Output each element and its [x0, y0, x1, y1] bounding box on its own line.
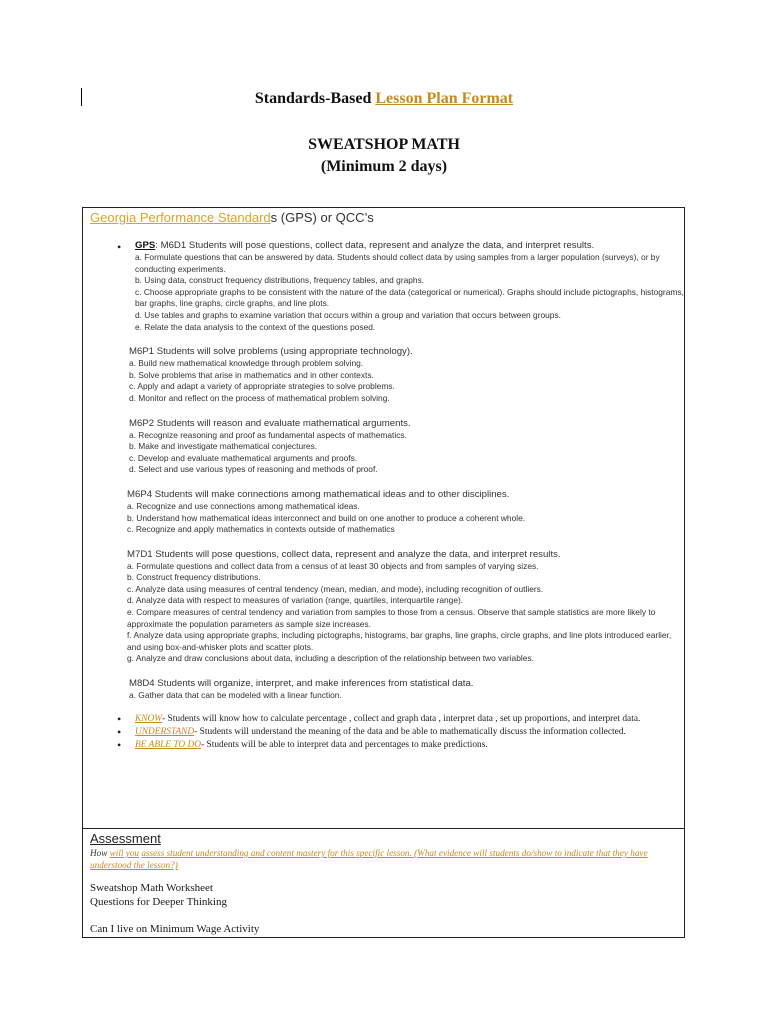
standard-block	[127, 549, 684, 665]
standard-item: g. Analyze and draw conclusions about data, including a description of the relationship between two variables.	[127, 653, 534, 664]
gps-section	[82, 207, 685, 829]
standard-item: a. Recognize reasoning and proof as fundamental aspects of mathematics.	[129, 429, 407, 440]
gps-section-heading	[90, 210, 684, 225]
kud-list	[83, 713, 684, 752]
standard-item: c. Choose appropriate graphs to be consistent with the nature of the data (categorical or numerical). Graphs should include pictographs, histograms, bar graphs, line graphs, circle graphs, and line plots.	[135, 286, 684, 309]
understand-text: - Students will understand the meaning of the data and be able to mathematically discuss the information collected.	[194, 726, 626, 737]
understand-item	[135, 726, 684, 739]
know-text: - Students will know how to calculate percentage , collect and graph data , interpret data , set up proportions, and interpret data.	[162, 713, 641, 724]
standard-lead: M7D1 Students will pose questions, collect data, represent and analyze the data, and interpret results.	[127, 548, 561, 560]
standard-item: e. Compare measures of central tendency and variation from samples to those from a census. Observe that sample statistics are more likely to approximate the population parameters as sample size increases.	[127, 607, 656, 629]
assessment-heading: Assessment	[90, 831, 161, 846]
gps-label: GPS	[135, 240, 156, 251]
standard-item: d. Use tables and graphs to examine variation that occurs within a group and variation that occurs between groups.	[135, 309, 561, 320]
standard-lead: M6P4 Students will make connections among mathematical ideas and to other disciplines.	[127, 488, 510, 500]
standard-item: c. Develop and evaluate mathematical arguments and proofs.	[129, 452, 358, 463]
standard-item: b. Using data, construct frequency distributions, frequency tables, and graphs.	[135, 275, 425, 286]
standard-lead: M8D4 Students will organize, interpret, and make inferences from statistical data.	[129, 678, 474, 690]
standard-item: a. Build new mathematical knowledge through problem solving.	[129, 358, 364, 369]
assessment-prompt-accent: assess student understanding and content mastery for this specific lesson. (What evidence will students do/show to indicate that they have understood the lesson?)	[90, 848, 648, 870]
know-label: KNOW	[135, 713, 163, 724]
assessment-section	[82, 828, 685, 938]
heading-link[interactable]: Lesson Plan Format	[375, 90, 514, 107]
standard-block	[129, 678, 684, 702]
standard-item: b. Solve problems that arise in mathematics and in other contexts.	[129, 369, 374, 380]
standard-item: a. Formulate questions that can be answered by data. Students should collect data by using samples from a larger population (surveys), or by conducting experiments.	[135, 252, 660, 274]
standard-lead: M6P2 Students will reason and evaluate mathematical arguments.	[129, 417, 411, 429]
standard-lead	[135, 240, 684, 252]
standards-list	[83, 240, 684, 702]
standard-lead-text: : M6D1 Students will pose questions, collect data, represent and analyze the data, and interpret results.	[155, 240, 595, 251]
understand-label: UNDERSTAND	[135, 726, 195, 737]
gps-heading-link[interactable]: Georgia Performance Standard	[90, 210, 271, 225]
assessment-item: Sweatshop Math Worksheet	[90, 882, 213, 894]
page-heading	[0, 90, 768, 108]
standard-item: e. Relate the data analysis to the context of the questions posed.	[135, 321, 376, 332]
standard-item: a. Formulate questions and collect data from a census of at least 30 objects and from samples of varying sizes.	[127, 560, 539, 571]
standard-item: f. Analyze data using appropriate graphs, including pictographs, histograms, bar graphs, line graphs, circle graphs, and line plots introduced earlier, and using box-and-whisker plots and scatter plots.	[127, 630, 672, 652]
standard-item: b. Construct frequency distributions.	[127, 572, 261, 583]
assessment-item	[90, 909, 684, 922]
standard-item: d. Analyze data with respect to measures of variation (range, quartiles, interquartile range).	[127, 595, 464, 606]
assessment-item: Questions for Deeper Thinking	[90, 896, 227, 908]
assessment-prompt-accent: will you	[109, 848, 140, 858]
standard-block	[127, 489, 684, 536]
heading-plain: Standards-Based	[254, 90, 376, 107]
standard-item: c. Apply and adapt a variety of appropriate strategies to solve problems.	[129, 381, 395, 392]
document-title-sub: (Minimum 2 days)	[320, 158, 448, 175]
standard-item: c. Analyze data using measures of central tendency (mean, median, and mode), including recognition of outliers.	[127, 583, 544, 594]
standard-item: c. Recognize and apply mathematics in contexts outside of mathematics	[127, 524, 395, 535]
be-able-to-do-text: - Students will be able to interpret data and percentages to make predictions.	[201, 739, 488, 750]
standard-block	[129, 418, 684, 476]
assessment-item: Can I live on Minimum Wage Activity	[90, 923, 260, 935]
assessment-prompt-text: How	[90, 848, 110, 858]
standard-item: d. Select and use various types of reasoning and methods of proof.	[129, 464, 378, 475]
standard-lead: M6P1 Students will solve problems (using appropriate technology).	[129, 346, 413, 358]
document-title-main: SWEATSHOP MATH	[308, 136, 460, 153]
know-item	[135, 713, 684, 726]
document-title	[0, 134, 768, 178]
gps-heading-plain: s (GPS) or QCC’s	[270, 210, 374, 225]
be-able-to-do-label: BE ABLE TO DO	[135, 739, 202, 750]
standard-item: b. Understand how mathematical ideas interconnect and build on one another to produce a coherent whole.	[127, 512, 526, 523]
assessment-prompt	[90, 847, 684, 871]
be-able-to-do-item	[135, 739, 684, 752]
standards-bullet	[127, 240, 684, 702]
standard-item: a. Gather data that can be modeled with a linear function.	[129, 690, 342, 701]
standard-item: b. Make and investigate mathematical conjectures.	[129, 441, 318, 452]
standard-item: a. Recognize and use connections among mathematical ideas.	[127, 500, 360, 511]
standard-item: d. Monitor and reflect on the process of mathematical problem solving.	[129, 392, 390, 403]
standard-block	[129, 346, 684, 404]
